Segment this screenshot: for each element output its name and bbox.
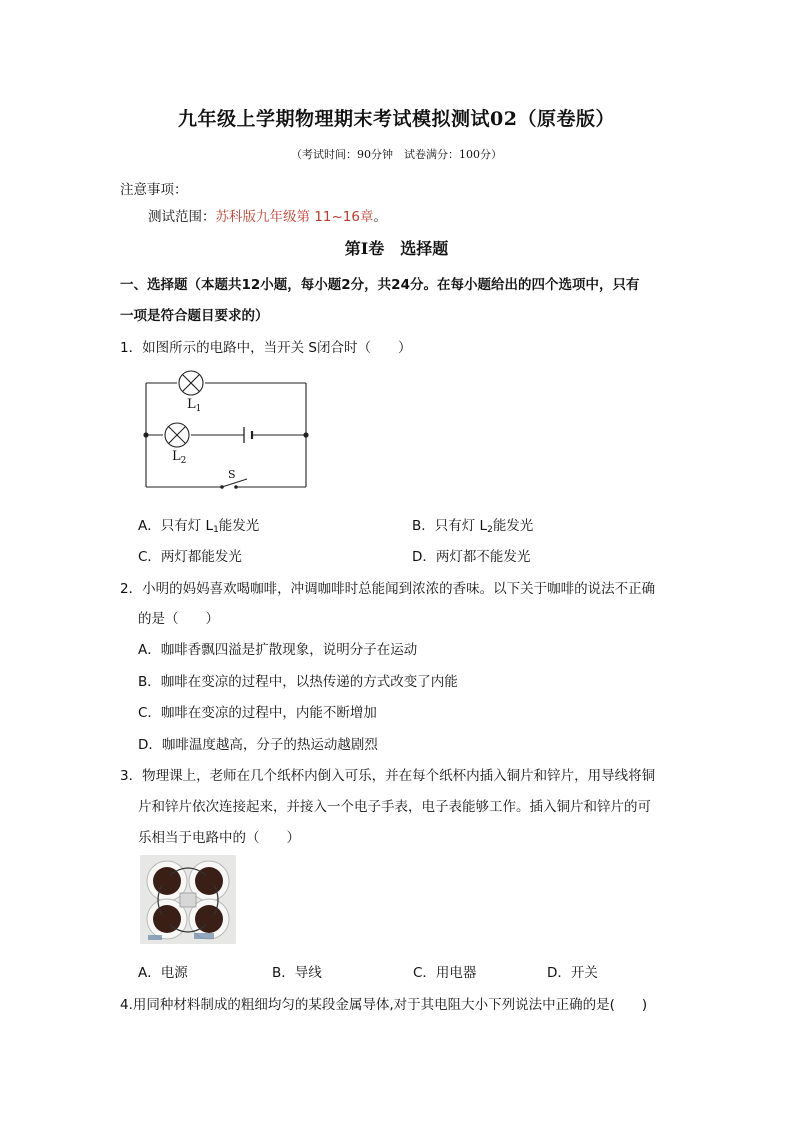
q1-option-d: D．两灯都不能发光 [412, 549, 531, 565]
page-title: 九年级上学期物理期末考试模拟测试02（原卷版） [178, 108, 615, 130]
q3-stem-line2: 片和锌片依次连接起来，并接入一个电子手表，电子表能够工作。插入铜片和锌片的可 [138, 799, 651, 815]
junction-left [143, 432, 148, 437]
label-s: S [228, 468, 236, 481]
q1-stem: 1．如图所示的电路中，当开关 S闭合时（ ） [120, 340, 412, 356]
notice-heading: 注意事项： [120, 182, 188, 198]
circuit-diagram [130, 365, 320, 495]
switch-contact-right [234, 485, 238, 489]
junction-right [303, 432, 308, 437]
scope-value: 苏科版九年级第 11~16章 [215, 209, 374, 225]
label-l1: $L_1$ [187, 397, 202, 414]
q2-option-c: C．咖啡在变凉的过程中，内能不断增加 [138, 705, 377, 721]
q2-option-a: A．咖啡香飘四溢是扩散现象，说明分子在运动 [138, 642, 418, 658]
switch-contact-left [220, 485, 224, 489]
section-title: 第Ⅰ卷 选择题 [344, 239, 449, 258]
q3-stem-line1: 3．物理课上，老师在几个纸杯内倒入可乐，并在每个纸杯内插入铜片和锌片，用导线将铜 [120, 768, 656, 784]
q1-option-c: C．两灯都能发光 [138, 549, 242, 565]
q1-option-a: A．只有灯 $L_1$能发光 [138, 518, 260, 535]
q1-option-b: B．只有灯 $L_2$能发光 [412, 518, 534, 535]
test-scope [148, 205, 387, 225]
q4-stem: 4.用同种材料制成的粗细均匀的某段金属导体,对于其电阻大小下列说法中正确的是( ) [120, 997, 648, 1013]
exam-info: （考试时间：90分钟 试卷满分：100分） [291, 148, 502, 161]
label-l2: $L_2$ [172, 449, 187, 466]
scope-end: 。 [373, 209, 387, 225]
q3-stem-line3: 乐相当于电路中的（ ） [138, 830, 300, 846]
q3-option-c: C．用电器 [413, 965, 477, 981]
scope-label: 测试范围： [148, 209, 216, 225]
q2-stem-line1: 2．小明的妈妈喜欢喝咖啡，冲调咖啡时总能闻到浓浓的香味。以下关于咖啡的说法不正确 [120, 581, 656, 597]
q3-option-d: D．开关 [547, 965, 598, 981]
part1-instruction-line1: 一、选择题（本题共12小题，每小题2分，共24分。在每小题给出的四个选项中，只有 [120, 277, 640, 293]
q2-option-d: D．咖啡温度越高，分子的热运动越剧烈 [138, 737, 378, 753]
part1-instruction-line2: 一项是符合题目要求的） [120, 308, 269, 324]
q2-option-b: B．咖啡在变凉的过程中，以热传递的方式改变了内能 [138, 674, 458, 690]
q2-stem-line2: 的是（ ） [138, 611, 219, 627]
cola-cups-photo [140, 855, 236, 944]
q3-option-b: B．导线 [272, 965, 322, 981]
q3-option-a: A．电源 [138, 965, 188, 981]
